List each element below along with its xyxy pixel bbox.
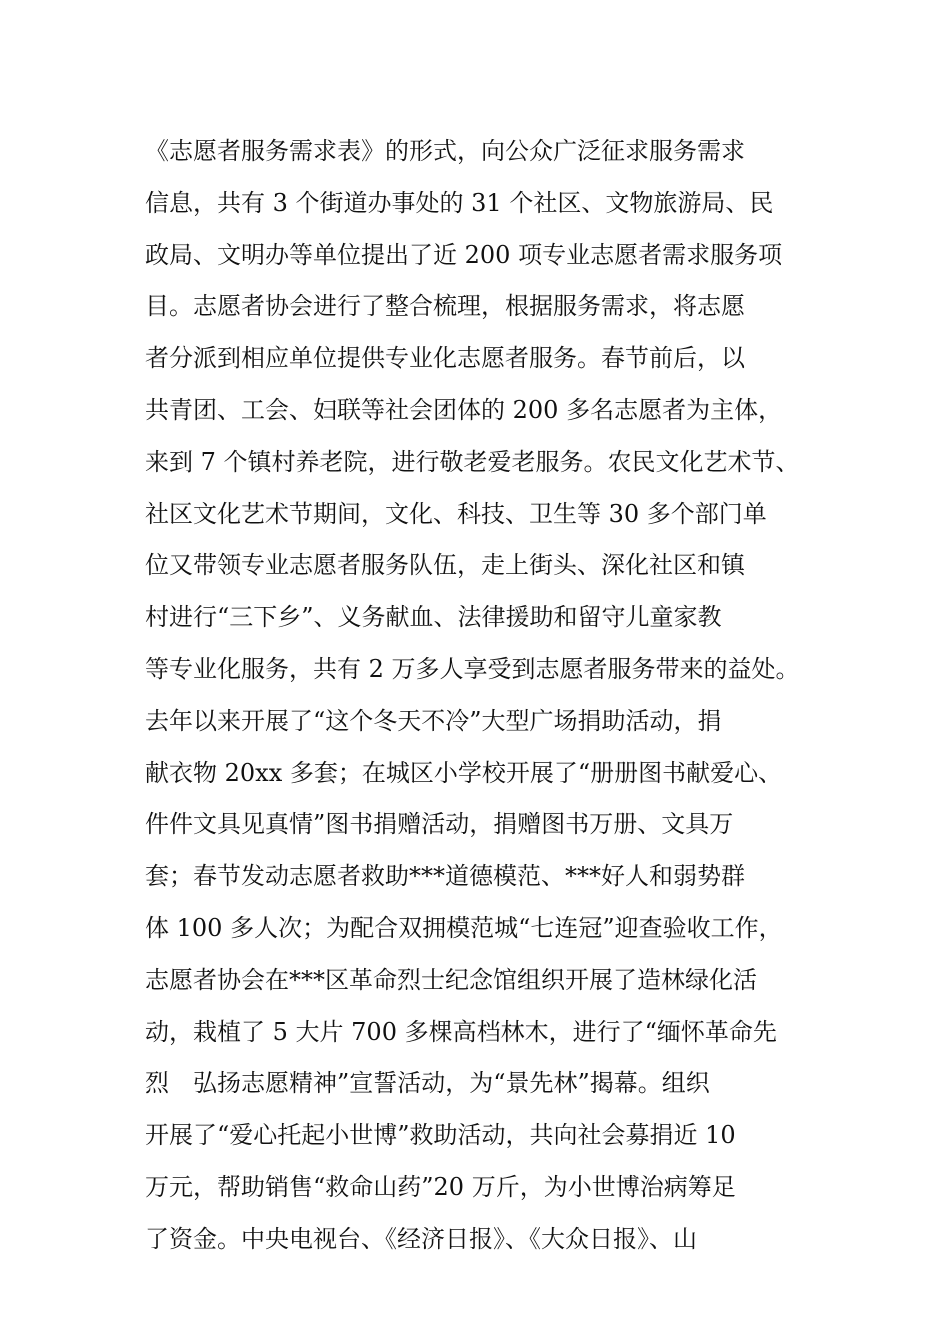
text-line: 者分派到相应单位提供专业化志愿者服务。春节前后，以: [145, 344, 745, 373]
text-line: 来到 7 个镇村养老院，进行敬老爱老服务。农民文化艺术节、: [145, 447, 800, 476]
text-line: 等专业化服务，共有 2 万多人享受到志愿者服务带来的益处。: [145, 654, 800, 683]
text-line: 套；春节发动志愿者救助***道德模范、***好人和弱势群: [145, 862, 745, 891]
text-line: 去年以来开展了“这个冬天不冷”大型广场捐助活动，捐: [145, 706, 722, 735]
text-line: 信息，共有 3 个街道办事处的 31 个社区、文物旅游局、民: [145, 188, 774, 217]
text-line: 社区文化艺术节期间，文化、科技、卫生等 30 多个部门单: [145, 499, 767, 528]
text-line: 了资金。中央电视台、《经济日报》、《大众日报》、山: [145, 1224, 697, 1253]
text-line: 村进行“三下乡”、义务献血、法律援助和留守儿童家教: [145, 603, 722, 632]
text-line: 位又带领专业志愿者服务队伍，走上街头、深化社区和镇: [145, 551, 745, 580]
text-line: 共青团、工会、妇联等社会团体的 200 多名志愿者为主体，: [145, 395, 783, 424]
text-line: 开展了“爱心托起小世博”救助活动，共向社会募捐近 10: [145, 1121, 736, 1150]
text-line: 体 100 多人次；为配合双拥模范城“七连冠”迎查验收工作，: [145, 913, 783, 942]
text-line: 志愿者协会在***区革命烈士纪念馆组织开展了造林绿化活: [145, 965, 757, 994]
text-line: 件件文具见真情”图书捐赠活动，捐赠图书万册、文具万: [145, 810, 734, 839]
body-text: [145, 126, 845, 1266]
text-line: 《志愿者服务需求表》的形式，向公众广泛征求服务需求: [145, 137, 745, 165]
text-line: 献衣物 20xx 多套；在城区小学校开展了“册册图书献爱心、: [145, 758, 783, 787]
text-line: 烈 弘扬志愿精神”宣誓活动，为“景先林”揭幕。组织: [145, 1069, 710, 1098]
text-line: 目。志愿者协会进行了整合梳理，根据服务需求，将志愿: [145, 292, 745, 321]
text-line: 万元，帮助销售“救命山药”20 万斤，为小世博治病筹足: [145, 1172, 736, 1201]
text-line: 政局、文明办等单位提出了近 200 项专业志愿者需求服务项: [145, 240, 783, 269]
text-line: 动，栽植了 5 大片 700 多棵高档林木，进行了“缅怀革命先: [145, 1017, 777, 1046]
